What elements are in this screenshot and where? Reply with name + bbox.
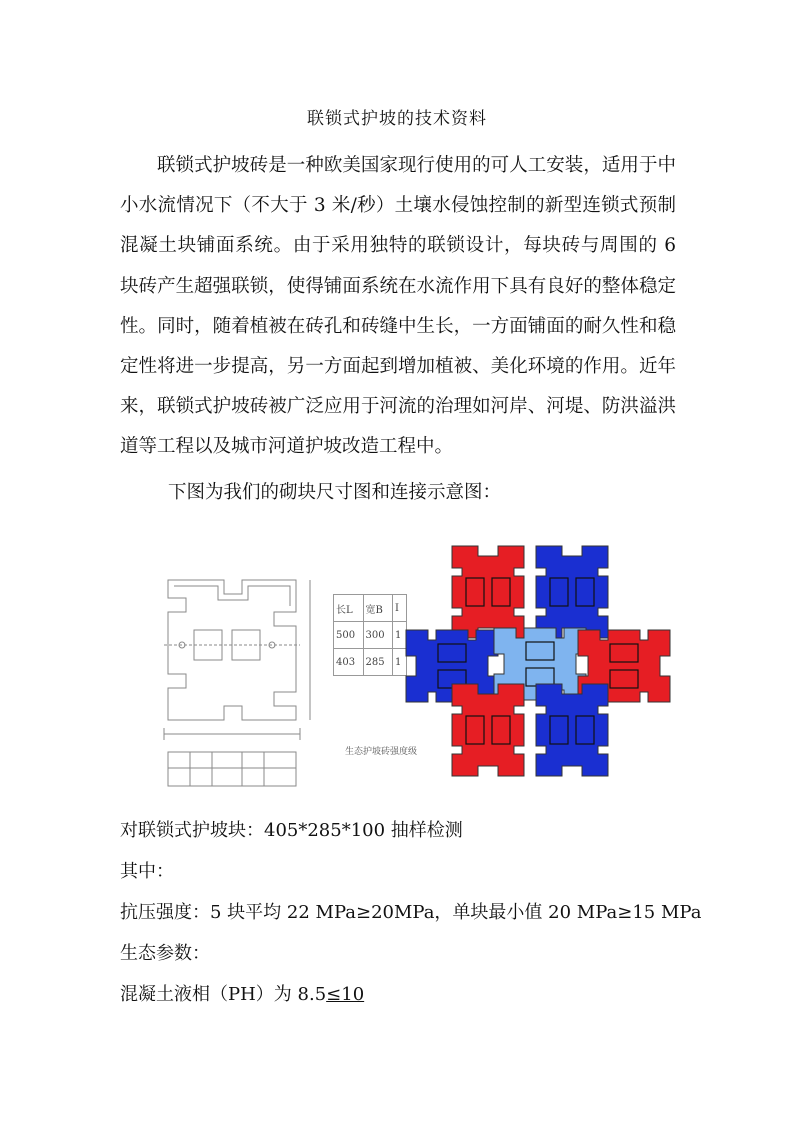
table-cell: 285	[363, 649, 393, 676]
red-block-top-left	[452, 546, 524, 638]
table-header: 长L	[334, 595, 364, 622]
table-cell: 500	[334, 622, 364, 649]
document-title: 联锁式护坡的技术资料	[307, 109, 487, 129]
blue-block-bottom-right	[536, 684, 608, 776]
intro-paragraph: 联锁式护坡砖是一种欧美国家现行使用的可人工安装，适用于中小水流情况下（不大于 3 米/秒）土壤水侵蚀控制的新型连锁式预制混凝土块铺面系统。由于采用独特的联锁设计，每块砖与周围的 6 块砖产生超强联锁，使得铺面系统在水流作用下具有良好的整体稳定性。同时，随着植被在砖孔和砖缝中生长，一方面铺面的耐久性和稳定性将进一步提高，另一方面起到增加植被、美化环境的作用。近年来，联锁式护坡砖被广泛应用于河流的治理如河岸、河堤、防洪溢洪道等工程以及城市河道护坡改造工程中。	[120, 155, 676, 458]
red-block-bottom-left	[452, 684, 524, 776]
table-cell: 403	[334, 649, 364, 676]
table-header: I	[393, 595, 407, 622]
table-cell: 1	[393, 622, 407, 649]
blue-block-top-right	[536, 546, 608, 638]
interlock-pattern-diagram	[402, 542, 678, 780]
dimension-table	[333, 594, 407, 674]
table-header: 宽B	[363, 595, 393, 622]
among-line: 其中：	[120, 861, 174, 882]
ph-limit: ≤10	[326, 984, 365, 1005]
eco-params-line: 生态参数：	[120, 943, 210, 964]
figure-caption: 生态护坡砖强度级	[345, 747, 418, 757]
table-cell: 300	[363, 622, 393, 649]
table-cell: 1	[393, 649, 407, 676]
ph-line	[120, 980, 364, 1006]
ph-prefix: 混凝土液相（PH）为 8.5	[120, 984, 327, 1005]
sample-line: 对联锁式护坡块：405*285*100 抽样检测	[120, 820, 463, 841]
strength-line: 抗压强度：5 块平均 22 MPa≥20MPa，单块最小值 20 MPa≥15 MPa	[120, 902, 702, 923]
figure-intro: 下图为我们的砌块尺寸图和连接示意图：	[168, 482, 502, 503]
